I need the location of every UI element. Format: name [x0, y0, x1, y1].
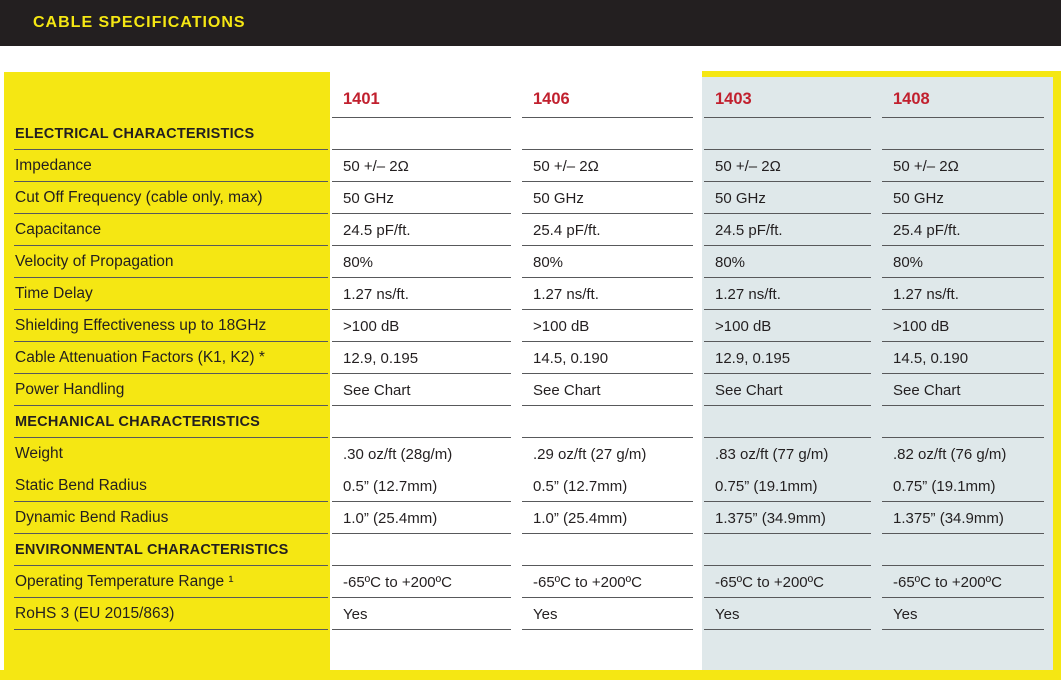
value-cell: 1.27 ns/ft.	[330, 278, 520, 310]
value-cell: 80%	[702, 246, 880, 278]
title-bar	[0, 0, 1061, 46]
spec-table	[4, 72, 1053, 670]
value-cell: 0.5” (12.7mm)	[520, 470, 702, 502]
value-cell: 50 +/– 2Ω	[520, 150, 702, 182]
column-header-1406: 1406	[520, 72, 702, 118]
value-cell: 24.5 pF/ft.	[330, 214, 520, 246]
value-cell: 12.9, 0.195	[702, 342, 880, 374]
section-spacer-cell	[702, 118, 880, 150]
value-cell: 14.5, 0.190	[880, 342, 1053, 374]
section-spacer-cell	[520, 406, 702, 438]
row-label: Capacitance	[4, 214, 330, 246]
column-header-1408: 1408	[880, 72, 1053, 118]
yellow-accent-right	[1053, 71, 1061, 680]
value-cell: >100 dB	[702, 310, 880, 342]
value-cell: 1.0” (25.4mm)	[520, 502, 702, 534]
section-spacer-cell	[520, 534, 702, 566]
value-cell: -65ºC to +200ºC	[702, 566, 880, 598]
value-cell: .82 oz/ft (76 g/m)	[893, 445, 1007, 463]
value-cell: 50 GHz	[702, 182, 880, 214]
value-cell: 50 GHz	[330, 182, 520, 214]
value-cell: >100 dB	[330, 310, 520, 342]
section-spacer-cell	[880, 406, 1053, 438]
value-cell: >100 dB	[520, 310, 702, 342]
value-cell: 50 +/– 2Ω	[702, 150, 880, 182]
row-label: Weight	[15, 445, 63, 462]
value-cell: 25.4 pF/ft.	[520, 214, 702, 246]
value-cell: See Chart	[330, 374, 520, 406]
value-cell: 14.5, 0.190	[520, 342, 702, 374]
value-cell: 1.27 ns/ft.	[520, 278, 702, 310]
value-cell: 50 GHz	[880, 182, 1053, 214]
value-cell: Yes	[880, 598, 1053, 630]
section-header: MECHANICAL CHARACTERISTICS	[4, 406, 330, 438]
section-spacer-cell	[880, 534, 1053, 566]
value-cell: Yes	[520, 598, 702, 630]
row-label: Impedance	[4, 150, 330, 182]
section-spacer-cell	[702, 406, 880, 438]
row-label: RoHS 3 (EU 2015/863)	[4, 598, 330, 630]
section-spacer-cell	[880, 118, 1053, 150]
value-cell: 80%	[330, 246, 520, 278]
row-label: Operating Temperature Range ¹	[4, 566, 330, 598]
value-cell: .83 oz/ft (77 g/m)	[715, 445, 829, 463]
value-cell: 1.27 ns/ft.	[702, 278, 880, 310]
row-label: Cable Attenuation Factors (K1, K2) *	[4, 342, 330, 374]
section-spacer-cell	[520, 118, 702, 150]
value-cell: .30 oz/ft (28g/m)	[343, 445, 453, 463]
section-spacer-cell	[330, 118, 520, 150]
section-spacer-cell	[702, 534, 880, 566]
row-label: Dynamic Bend Radius	[4, 502, 330, 534]
value-cell: >100 dB	[880, 310, 1053, 342]
value-cell: 25.4 pF/ft.	[880, 214, 1053, 246]
value-cell: See Chart	[702, 374, 880, 406]
value-cell: 50 +/– 2Ω	[880, 150, 1053, 182]
value-cell: Yes	[702, 598, 880, 630]
section-spacer-cell	[330, 534, 520, 566]
column-header-1403: 1403	[702, 72, 880, 118]
section-header: ENVIRONMENTAL CHARACTERISTICS	[4, 534, 330, 566]
value-cell: 24.5 pF/ft.	[702, 214, 880, 246]
value-cell: See Chart	[880, 374, 1053, 406]
value-cell: See Chart	[520, 374, 702, 406]
value-cell: 1.375” (34.9mm)	[702, 502, 880, 534]
value-cell: 80%	[880, 246, 1053, 278]
value-cell: 0.75” (19.1mm)	[880, 470, 1053, 502]
value-cell: 12.9, 0.195	[330, 342, 520, 374]
row-label: Velocity of Propagation	[4, 246, 330, 278]
column-header-1401: 1401	[330, 72, 520, 118]
value-cell: 0.5” (12.7mm)	[330, 470, 520, 502]
value-cell: 50 GHz	[520, 182, 702, 214]
value-cell: -65ºC to +200ºC	[520, 566, 702, 598]
section-spacer-cell	[330, 406, 520, 438]
value-cell: 1.375” (34.9mm)	[880, 502, 1053, 534]
row-label: Cut Off Frequency (cable only, max)	[4, 182, 330, 214]
corner-cell	[4, 72, 330, 118]
value-cell: .29 oz/ft (27 g/m)	[533, 445, 647, 463]
value-cell: -65ºC to +200ºC	[330, 566, 520, 598]
value-cell: Yes	[330, 598, 520, 630]
yellow-accent-top	[702, 71, 1053, 77]
page-title: CABLE SPECIFICATIONS	[33, 14, 246, 31]
value-cell: 50 +/– 2Ω	[330, 150, 520, 182]
value-cell: 1.0” (25.4mm)	[330, 502, 520, 534]
value-cell: 0.75” (19.1mm)	[702, 470, 880, 502]
value-cell: 80%	[520, 246, 702, 278]
section-header: ELECTRICAL CHARACTERISTICS	[4, 118, 330, 150]
row-label: Time Delay	[4, 278, 330, 310]
row-label: Shielding Effectiveness up to 18GHz	[4, 310, 330, 342]
yellow-accent-bottom	[0, 670, 1061, 680]
row-label: Static Bend Radius	[4, 470, 330, 502]
value-cell: -65ºC to +200ºC	[880, 566, 1053, 598]
value-cell: 1.27 ns/ft.	[880, 278, 1053, 310]
row-label: Power Handling	[4, 374, 330, 406]
